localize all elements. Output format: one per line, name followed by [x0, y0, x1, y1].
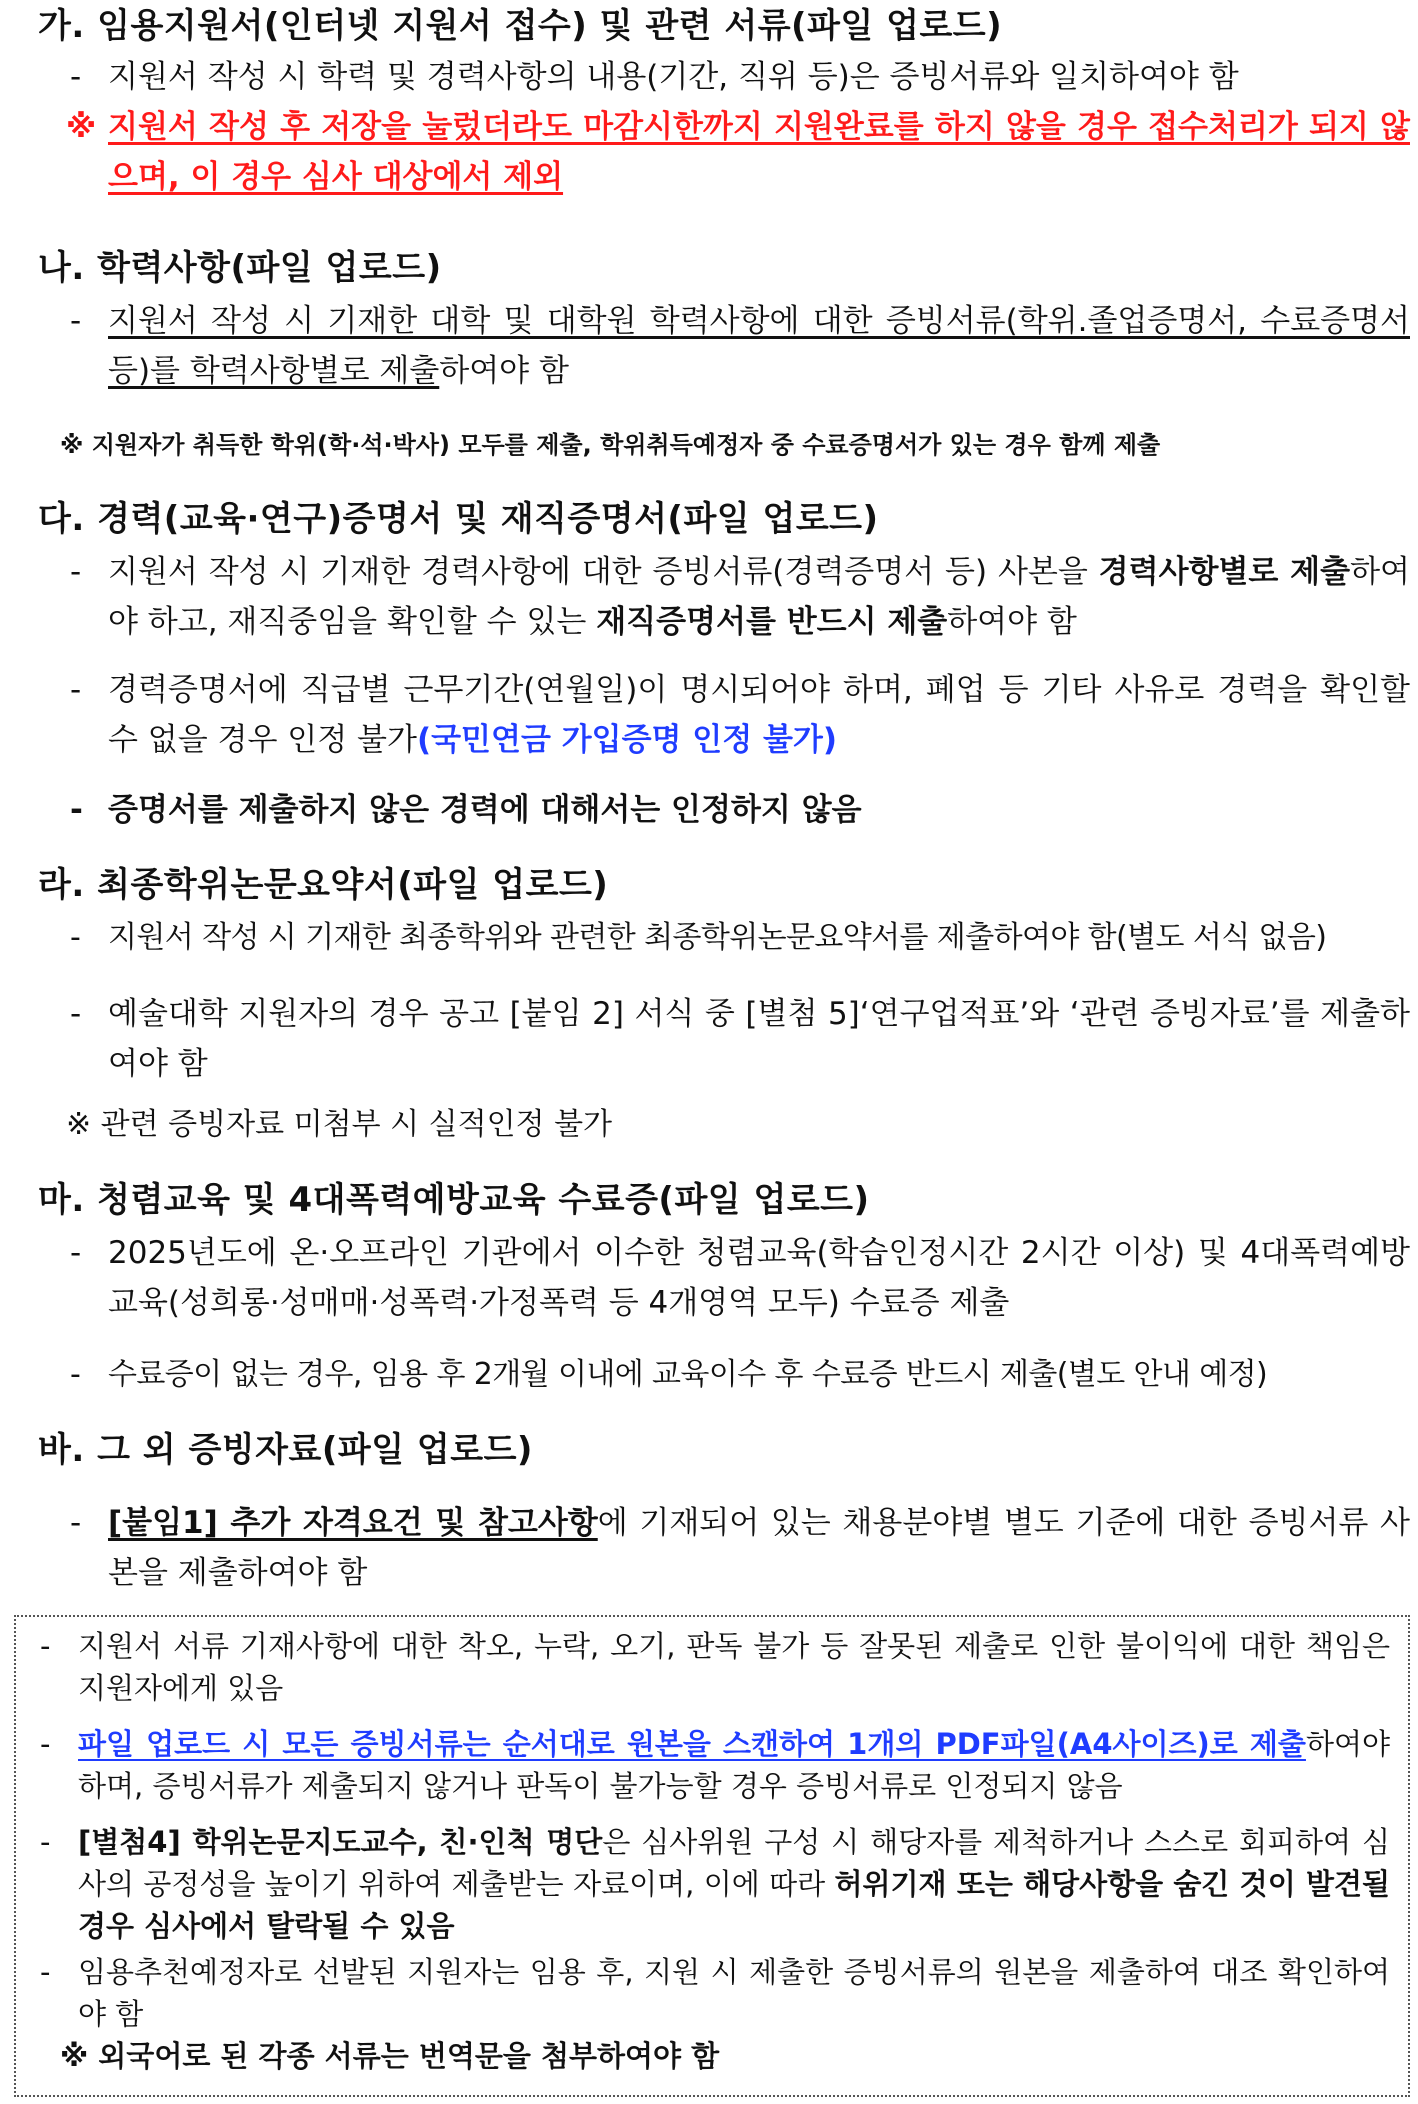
bullet-dash: - — [70, 59, 82, 95]
bullet-dash: - — [70, 1505, 82, 1541]
section-ga-warning: ※ 지원서 작성 후 저장을 눌렀더라도 마감시한까지 지원완료를 하지 않을 경우 접수처리가 되지 않으며, 이 경우 심사 대상에서 제외 — [66, 102, 1410, 202]
section-ma-item-1: - 2025년도에 온·오프라인 기관에서 이수한 청렴교육(학습인정시간 2시간 이상) 및 4대폭력예방교육(성희롱·성매매·성폭력·가정폭력 등 4개영역 모두) 수료증 제출 — [70, 1228, 1410, 1328]
section-ra-note: ※ 관련 증빙자료 미첨부 시 실적인정 불가 — [66, 1107, 613, 1142]
section-heading-ba: 바. 그 외 증빙자료(파일 업로드) — [38, 1430, 533, 1470]
reference-mark: ※ — [66, 109, 97, 145]
bullet-dash: - — [40, 1955, 51, 1989]
bullet-dash: - — [70, 672, 82, 708]
section-na-note: ※ 지원자가 취득한 학위(학·석·박사) 모두를 제출, 학위취득예정자 중 수료증명서가 있는 경우 함께 제출 — [60, 431, 1161, 459]
section-heading-na: 나. 학력사항(파일 업로드) — [38, 248, 442, 288]
notice-box — [14, 1615, 1410, 2097]
section-ba-item-1: - [붙임1] 추가 자격요건 및 참고사항에 기재되어 있는 채용분야별 별도 기준에 대한 증빙서류 사본을 제출하여야 함 — [70, 1498, 1410, 1598]
notice-note: ※ 외국어로 된 각종 서류는 번역문을 첨부하여야 함 — [60, 2039, 720, 2073]
bullet-dash: - — [70, 792, 83, 828]
section-da-item-3: - 증명서를 제출하지 않은 경력에 대해서는 인정하지 않음 — [70, 785, 1410, 835]
bullet-dash: - — [40, 1727, 51, 1761]
bullet-dash: - — [40, 1825, 51, 1859]
section-ra-item-1: - 지원서 작성 시 기재한 최종학위와 관련한 최종학위논문요약서를 제출하여야 함(별도 서식 없음) — [70, 913, 1410, 963]
notice-item-1: - 지원서 서류 기재사항에 대한 착오, 누락, 오기, 판독 불가 등 잘못된 제출로 인한 불이익에 대한 책임은 지원자에게 있음 — [40, 1625, 1390, 1709]
bullet-dash: - — [40, 1629, 51, 1663]
bullet-dash: - — [70, 554, 82, 590]
notice-item-4: - 임용추천예정자로 선발된 지원자는 임용 후, 지원 시 제출한 증빙서류의 원본을 제출하여 대조 확인하여야 함 — [40, 1951, 1390, 2035]
section-heading-ra: 라. 최종학위논문요약서(파일 업로드) — [38, 865, 609, 905]
bullet-dash: - — [70, 1235, 82, 1271]
section-heading-ga: 가. 임용지원서(인터넷 지원서 접수) 및 관련 서류(파일 업로드) — [38, 6, 1003, 46]
notice-item-2: - 파일 업로드 시 모든 증빙서류는 순서대로 원본을 스캔하여 1개의 PDF파일(A4사이즈)로 제출하여야 하며, 증빙서류가 제출되지 않거나 판독이 불가능할 경우 증빙서류로 인정되지 않음 — [40, 1723, 1390, 1807]
bullet-dash: - — [70, 1357, 81, 1392]
section-na-item-1: - 지원서 작성 시 기재한 대학 및 대학원 학력사항에 대한 증빙서류(학위.졸업증명서, 수료증명서 등)를 학력사항별로 제출하여야 함 — [70, 296, 1410, 396]
section-da-item-1: - 지원서 작성 시 기재한 경력사항에 대한 증빙서류(경력증명서 등) 사본을 경력사항별로 제출하여야 하고, 재직중임을 확인할 수 있는 재직증명서를 반드시 제출하여야 함 — [70, 547, 1410, 647]
section-heading-ma: 마. 청렴교육 및 4대폭력예방교육 수료증(파일 업로드) — [38, 1180, 870, 1220]
bullet-dash: - — [70, 996, 82, 1032]
section-heading-da: 다. 경력(교육·연구)증명서 및 재직증명서(파일 업로드) — [38, 499, 879, 539]
notice-item-3: - [별첨4] 학위논문지도교수, 친·인척 명단은 심사위원 구성 시 해당자를 제척하거나 스스로 회피하여 심사의 공정성을 높이기 위하여 제출받는 자료이며, 이에 따라 허위기재 또는 해당사항을 숨긴 것이 발견될 경우 심사에서 탈락될 수 있음 — [40, 1821, 1390, 1947]
section-da-item-2: - 경력증명서에 직급별 근무기간(연월일)이 명시되어야 하며, 폐업 등 기타 사유로 경력을 확인할 수 없을 경우 인정 불가(국민연금 가입증명 인정 불가) — [70, 665, 1410, 765]
bullet-dash: - — [70, 303, 82, 339]
section-ma-item-2: - 수료증이 없는 경우, 임용 후 2개월 이내에 교육이수 후 수료증 반드시 제출(별도 안내 예정) — [70, 1350, 1410, 1400]
pdf-upload-instruction: 파일 업로드 시 모든 증빙서류는 순서대로 원본을 스캔하여 1개의 PDF파일(A4사이즈)로 제출 — [78, 1727, 1306, 1761]
section-ra-item-2: - 예술대학 지원자의 경우 공고 [붙임 2] 서식 중 [별첨 5]‘연구업적표’와 ‘관련 증빙자료’를 제출하여야 함 — [70, 989, 1410, 1089]
bullet-dash: - — [70, 920, 81, 955]
section-ga-item-1: - 지원서 작성 시 학력 및 경력사항의 내용(기간, 직위 등)은 증빙서류와 일치하여야 함 — [70, 52, 1410, 102]
